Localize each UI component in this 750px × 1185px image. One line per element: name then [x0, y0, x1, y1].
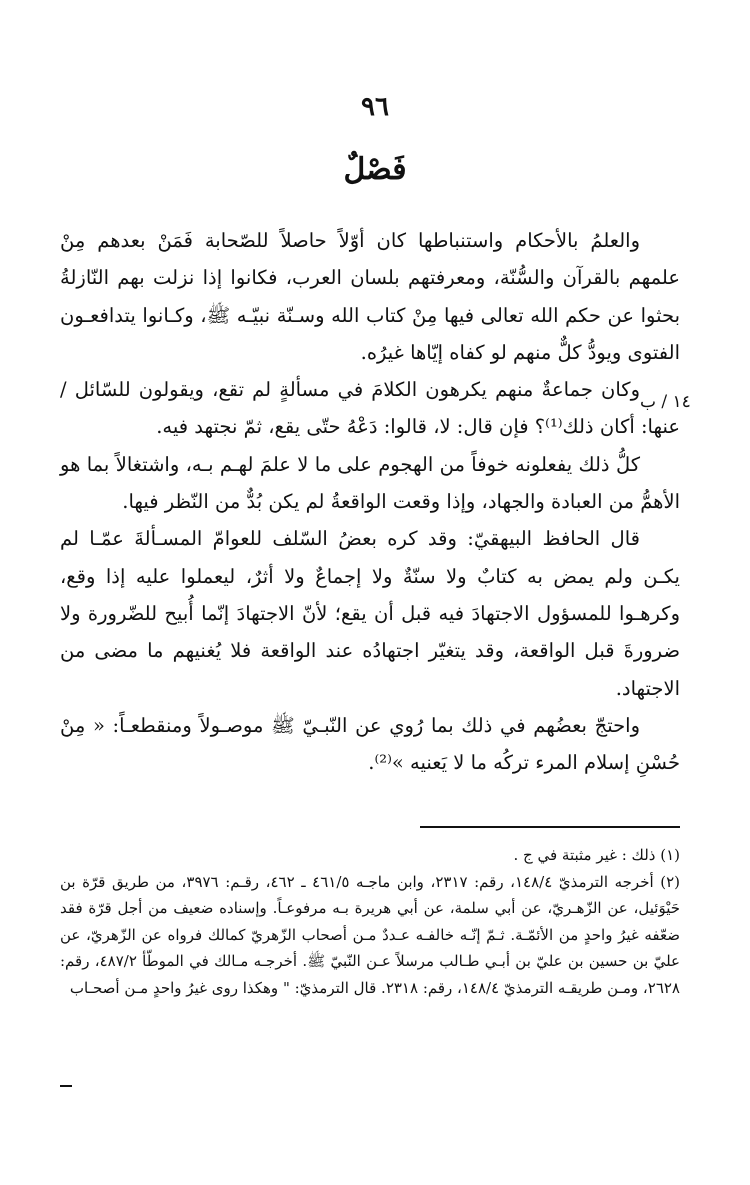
- paragraph: وكان جماعةٌ منهم يكرهون الكلامَ في مسألةٍ لم تقع، ويقولون للسّائل / عنها: أكان ذلك⁽¹⁾؟ فإن قال: لا، قالوا: دَعْهُ حتّى يقع، ثمّ نجتهد فيه.: [60, 378, 680, 439]
- footnotes: [60, 842, 680, 1001]
- footnote: (٢) أخرجه الترمذيّ ١٤٨/٤، رقم: ٢٣١٧، وابن ماجـه ٤٦١/٥ ـ ٤٦٢، رقـم: ٣٩٧٦، من طريق قرّة بن حَيْوَئيل، عن الزّهـريّ، عن أبي سلمة، عن أبي هريرة بـه مرفوعـاً. وإسناده ضعيف من أجل قرّة فقد ضعّفه غيرُ واحدٍ من الأئمّـة. ثـمّ إنّـه خالفـه عـددٌ مـن أصحاب الزّهريّ كمالك فرواه عن الزّهريّ، عن عليّ بن حسين بن عليّ بن أبـي طـالب مرسلاً عـن النّبيّ ﷺ. أخرجـه مـالك في الموطّأ ٤٨٧/٢، رقم: ٢٦٢٨، ومـن طريقـه الترمذيّ ١٤٨/٤، رقم: ٢٣١٨. قال الترمذيّ: " وهكذا روى غيرُ واحدٍ مـن أصحـاب: [60, 872, 680, 997]
- section-heading: فَصْلٌ: [343, 152, 407, 187]
- paragraph: قال الحافظ البيهقيّ: وقد كره بعضُ السّلف للعوامّ المسـألةَ عمّـا لم يكـن ولم يمض به كتابٌ ولا سنّةٌ ولا إجماعٌ ولا أثرٌ، ليعملوا عليه إذا وقع، وكرهـوا للمسؤول الاجتهادَ فيه قبل أن يقع؛ لأنّ الاجتهادَ إنّما أُبيح للضّرورة ولا ضرورةَ قبل الواقعة، وقد يتغيّر اجتهادُه عند الواقعة فلا يُغنيهم ما مضى من الاجتهاد.: [60, 527, 680, 700]
- paragraph: كلُّ ذلك يفعلونه خوفاً من الهجوم على ما لا علمَ لهـم بـه، واشتغالاً بما هو الأهمُّ من العبادة والجهاد، وإذا وقعت الواقعةُ لم يكن بُدٌّ من النّظر فيها.: [60, 452, 680, 514]
- paragraph: والعلمُ بالأحكام واستنباطها كان أوّلاً حاصلاً للصّحابة فَمَنْ بعدهم مِنْ علمهم بالقرآن والسُّنّة، ومعرفتهم بلسان العرب، فكانوا إذا نزلت بهم النّازلةُ بحثوا عن حكم الله تعالى فيها مِنْ كتاب الله وسـنّة نبيّـه ﷺ، وكـانوا يتدافعـون الفتوى ويودُّ كلٌّ منهم لو كفاه إيّاها غيرُه.: [60, 229, 680, 364]
- manuscript-folio-marker: ١٤ / ب: [640, 392, 691, 412]
- paragraph: واحتجّ بعضُهم في ذلك بما رُوي عن النّبـيّ ﷺ موصـولاً ومنقطعـاً: « مِنْ حُسْنِ إسلام المرء تركُه ما لا يَعنيه »⁽²⁾.: [60, 713, 680, 775]
- page-number: ٩٦: [361, 92, 389, 122]
- continuation-mark: [60, 1085, 72, 1087]
- main-text: [60, 222, 680, 781]
- footnote: (١) ذلك : غير مثبتة في ج .: [513, 846, 680, 864]
- footnote-divider: [420, 826, 680, 828]
